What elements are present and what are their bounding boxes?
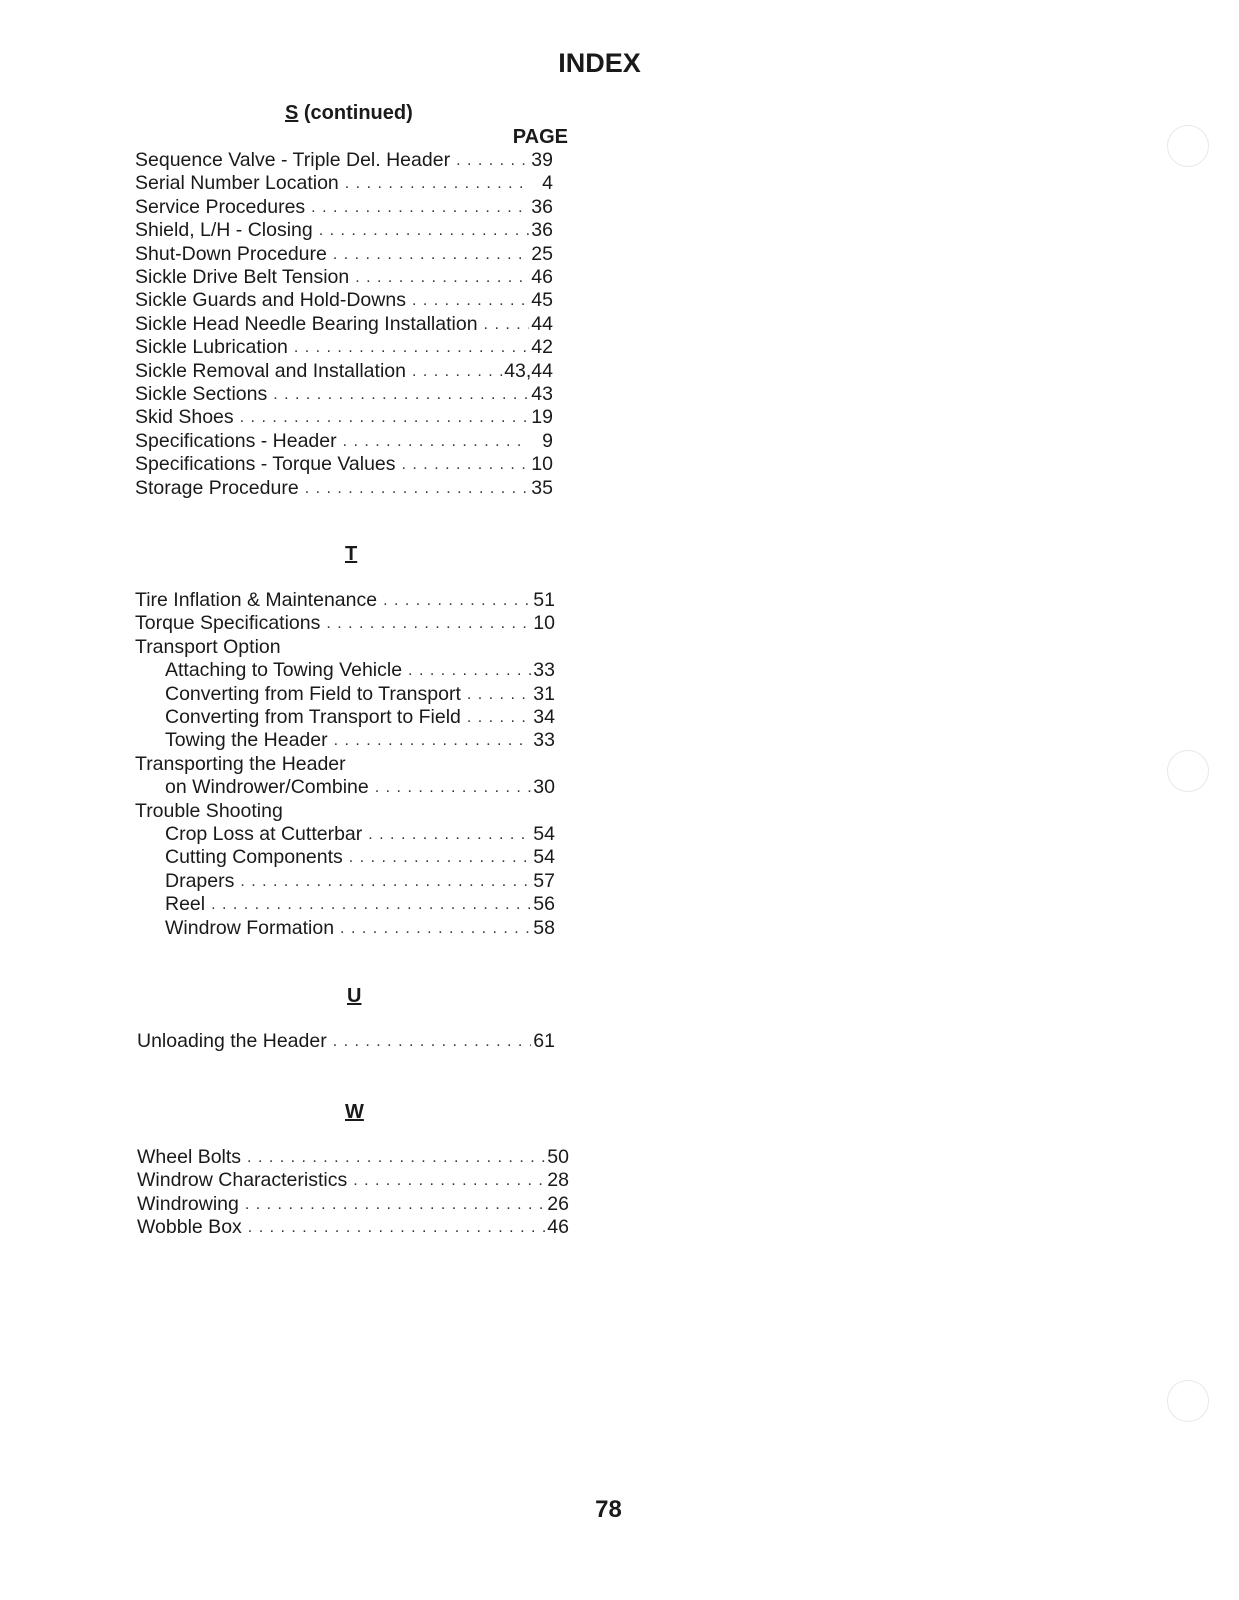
index-group-heading: Trouble Shooting (135, 799, 283, 822)
section-w (135, 0, 575, 1250)
index-subentry: Converting from Field to Transport . . . 31 (135, 683, 555, 706)
index-entry: Sickle Sections . . . 43 (135, 383, 553, 406)
index-subentry: Attaching to Towing Vehicle . . . 33 (135, 659, 555, 682)
index-subentry: Cutting Components . . . 54 (135, 846, 555, 869)
index-subentry: Converting from Transport to Field . . . 34 (135, 706, 555, 729)
index-entry: Serial Number Location . . . 4 (135, 172, 553, 195)
index-entry: Skid Shoes . . . 19 (135, 406, 553, 429)
page-column-label: PAGE (512, 126, 568, 148)
section-heading-s: S (continued) (285, 102, 413, 124)
index-entry: Unloading the Header . . . 61 (137, 1030, 555, 1053)
index-entry: Sickle Guards and Hold-Downs . . . 45 (135, 289, 553, 312)
index-subentry: Towing the Header . . . 33 (135, 729, 555, 752)
index-entry: Storage Procedure . . . 35 (135, 477, 553, 500)
index-entry: Sickle Removal and Installation . . . 43,44 (135, 360, 553, 383)
index-entry: Sequence Valve - Triple Del. Header . . . 39 (135, 149, 553, 172)
index-entry: Windrowing . . . 26 (137, 1193, 569, 1216)
section-heading-t: T (345, 543, 358, 565)
index-entry: Specifications - Torque Values . . . 10 (135, 453, 553, 476)
index-entry: Torque Specifications . . . 10 (135, 612, 555, 635)
binder-hole-mark (1167, 1380, 1209, 1422)
binder-hole-mark (1167, 125, 1209, 167)
page-number: 78 (595, 1496, 622, 1523)
index-entry: Shield, L/H - Closing . . . 36 (135, 219, 553, 242)
index-entry: Wheel Bolts . . . 50 (137, 1146, 569, 1169)
section-heading-u: U (347, 985, 362, 1007)
page-title: INDEX (558, 48, 641, 78)
index-group-heading: Transporting the Header (135, 752, 346, 775)
section-heading-w: W (345, 1101, 364, 1123)
index-entry: Shut-Down Procedure . . . 25 (135, 243, 553, 266)
index-entry: Service Procedures . . . 36 (135, 196, 553, 219)
index-subentry: Crop Loss at Cutterbar . . . 54 (135, 823, 555, 846)
index-entry: Tire Inflation & Maintenance . . . 51 (135, 589, 555, 612)
index-group-heading: Transport Option (135, 635, 281, 658)
index-subentry: Drapers . . . 57 (135, 870, 555, 893)
index-subentry: Windrow Formation . . . 58 (135, 917, 555, 940)
index-entry: Windrow Characteristics . . . 28 (137, 1169, 569, 1192)
index-entry: Sickle Head Needle Bearing Installation . . . 44 (135, 313, 553, 336)
binder-hole-mark (1167, 750, 1209, 792)
index-subentry: Reel . . . 56 (135, 893, 555, 916)
index-entry: Specifications - Header . . . 9 (135, 430, 553, 453)
index-entry: Sickle Drive Belt Tension . . . 46 (135, 266, 553, 289)
index-subentry: on Windrower/Combine . . . 30 (135, 776, 555, 799)
index-entry: Wobble Box . . . 46 (137, 1216, 569, 1239)
index-entry: Sickle Lubrication . . . 42 (135, 336, 553, 359)
